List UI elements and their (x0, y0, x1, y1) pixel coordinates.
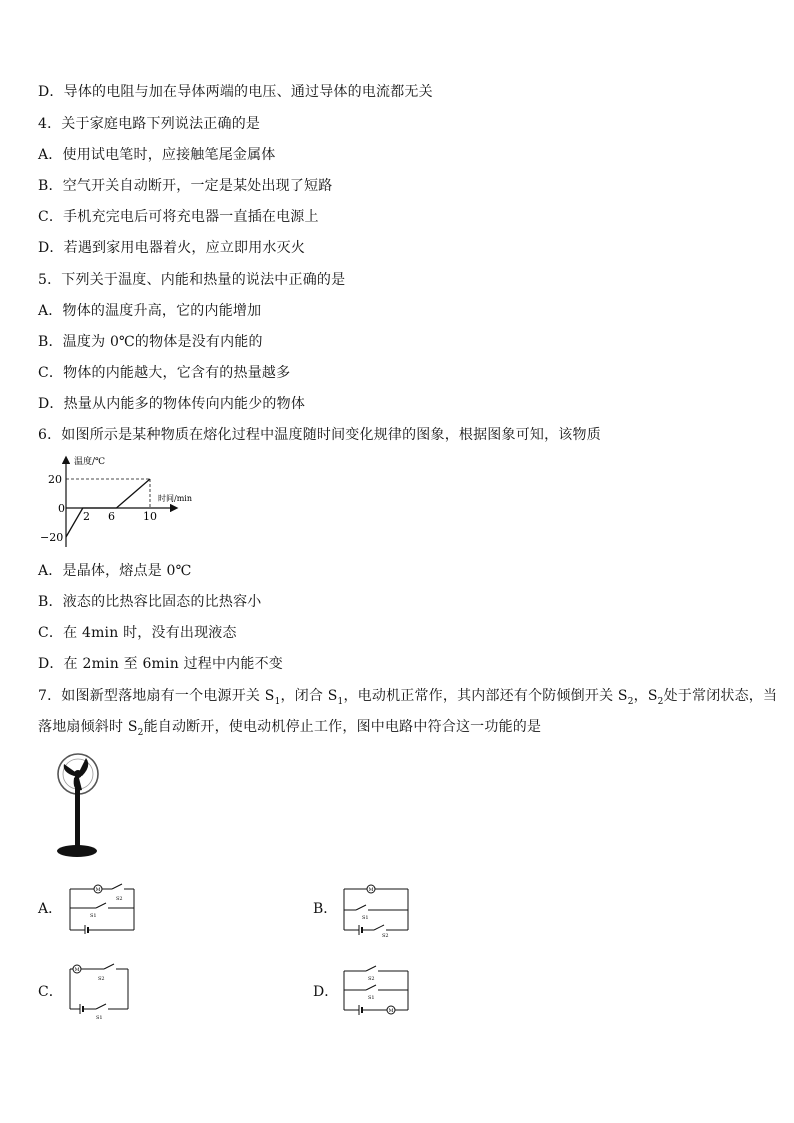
q5-option-b: B．温度为 0℃的物体是没有内能的 (38, 334, 263, 350)
q7-stem-line1: 7．如图新型落地扇有一个电源开关 $S_1$，闭合 $S_1$，电动机正常作，其内部还有个防倾倒开关 $S_2$，$S_2$处于常闭状态，当 (38, 688, 778, 707)
motor-label: M (388, 1008, 394, 1014)
x-axis-label: 时间/min (158, 494, 192, 503)
q7-option-c-label: C． (38, 984, 63, 1000)
q6-option-a: A．是晶体，熔点是 0℃ (38, 563, 192, 579)
q6-option-c: C．在 4min 时，没有出现液态 (38, 625, 237, 641)
q5-stem: 5．下列关于温度、内能和热量的说法中正确的是 (38, 272, 346, 288)
s1-label: S1 (368, 995, 375, 1001)
fan-pole (75, 784, 80, 846)
circuit-d (340, 962, 412, 1020)
s2-label: S2 (368, 976, 375, 982)
y-tick-20: 20 (48, 473, 62, 486)
q5-option-a: A．物体的温度升高，它的内能增加 (38, 303, 262, 319)
q5-option-c: C．物体的内能越大，它含有的热量越多 (38, 365, 291, 381)
x-tick-10: 10 (143, 510, 157, 523)
s1-label: S1 (90, 913, 97, 919)
s2-label: S2 (98, 976, 105, 982)
q6-stem: 6．如图所示是某种物质在熔化过程中温度随时间变化规律的图象，根据图象可知，该物质 (38, 427, 601, 443)
q7-option-d-label: D． (313, 984, 339, 1000)
q4-option-a: A．使用试电笔时，应接触笔尾金属体 (38, 147, 276, 163)
q6-option-b: B．液态的比热容比固态的比热容小 (38, 594, 262, 610)
q6-option-d: D．在 2min 至 6min 过程中内能不变 (38, 656, 283, 672)
circuit-b (340, 882, 412, 938)
circuit-c (66, 962, 138, 1020)
motor-label: M (95, 887, 101, 893)
x-tick-2: 2 (83, 510, 90, 523)
q4-option-c: C．手机充完电后可将充电器一直插在电源上 (38, 209, 319, 225)
q4-stem: 4．关于家庭电路下列说法正确的是 (38, 116, 261, 132)
q4-option-b: B．空气开关自动断开，一定是某处出现了短路 (38, 178, 333, 194)
y-tick-neg20: −20 (40, 531, 64, 544)
s1-label: S1 (96, 1015, 103, 1020)
floor-fan-image (52, 752, 108, 860)
q7-option-b-label: B． (313, 901, 338, 917)
y-axis-label: 温度/℃ (74, 457, 106, 467)
q7-stem-line2: 落地扇倾斜时 $S_2$能自动断开，使电动机停止工作，图中电路中符合这一功能的是 (38, 719, 542, 738)
x-tick-6: 6 (108, 510, 115, 523)
s2-label: S2 (382, 933, 389, 938)
q5-option-d: D．热量从内能多的物体传向内能少的物体 (38, 396, 306, 412)
s1-label: S1 (362, 915, 369, 921)
melting-graph (38, 452, 208, 552)
origin-label: 0 (58, 502, 65, 515)
motor-label: M (368, 887, 374, 893)
circuit-a (66, 882, 138, 934)
q7-option-a-label: A． (38, 901, 63, 917)
fan-base (57, 845, 97, 857)
fan-hub (74, 770, 82, 778)
motor-label: M (74, 967, 80, 973)
q4-option-d: D．若遇到家用电器着火，应立即用水灭火 (38, 240, 306, 256)
q3-option-d: D．导体的电阻与加在导体两端的电压、通过导体的电流都无关 (38, 84, 433, 100)
s2-label: S2 (116, 896, 123, 902)
